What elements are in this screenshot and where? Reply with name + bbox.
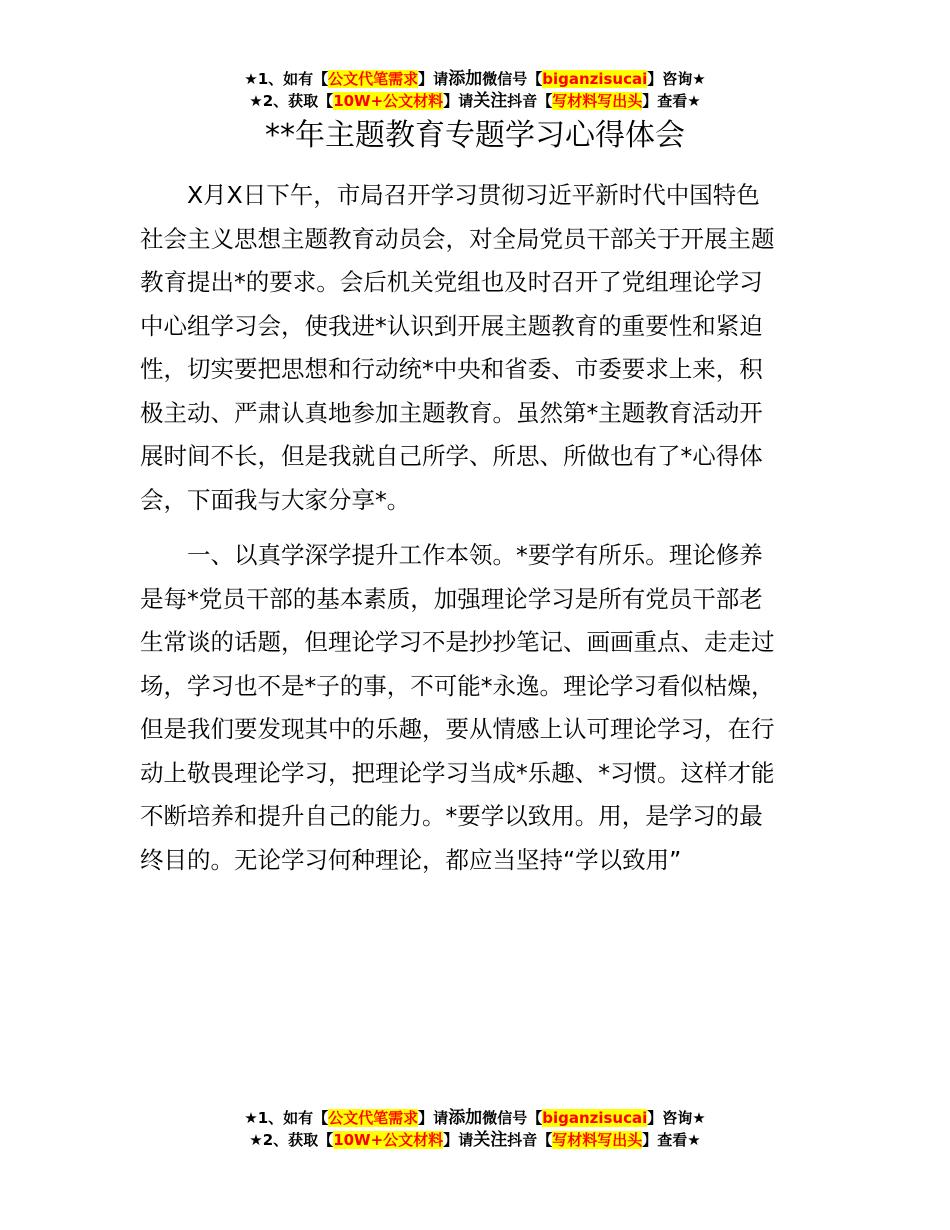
text-line: 展时间不长，但是我就自己所学、所思、所做也有了*心得体: [140, 442, 763, 470]
banner-text: 】请: [443, 92, 474, 110]
paragraph-spacer: [140, 522, 820, 534]
text-line: 中心组学习会，使我进*认识到开展主题教育的重要性和紧迫: [140, 311, 763, 340]
banner-text: ★1、如有【: [244, 1109, 329, 1127]
banner-text: 微信号【: [482, 70, 543, 88]
banner-line-1: [0, 68, 950, 90]
banner-text: 添加: [448, 1108, 483, 1128]
banner-text: 关注: [473, 1130, 508, 1150]
banner-text: ★2、获取【: [249, 92, 334, 110]
highlight-materials: 10W+公文材料: [333, 1131, 444, 1149]
footer-banner: [0, 1107, 950, 1151]
text-line: 动上敬畏理论学习，把理论学习当成*乐趣、*习惯。这样才能: [140, 758, 775, 787]
text-line: 场，学习也不是*子的事，不可能*永逸。理论学习看似枯燥，: [140, 671, 775, 700]
banner-text: 】请: [443, 1131, 474, 1149]
text-line: 极主动、严肃认真地参加主题教育。虽然第*主题教育活动开: [140, 398, 763, 427]
banner-line-2: [0, 1129, 950, 1151]
banner-text: 】请: [418, 70, 449, 88]
text-line: 终目的。无论学习何种理论，都应当坚持“学以致用”: [140, 845, 682, 874]
banner-text: 抖音【: [507, 92, 553, 110]
banner-text: 】查看★: [642, 1131, 701, 1149]
text-line: 社会主义思想主题教育动员会，对全局党员干部关于开展主题: [140, 224, 775, 253]
banner-text: 】咨询★: [647, 1109, 706, 1127]
highlight-service: 公文代笔需求: [328, 70, 419, 88]
highlight-douyin-id: 写材料写出头: [552, 1131, 643, 1149]
text-line: 生常谈的话题，但理论学习不是抄抄笔记、画画重点、走走过: [140, 628, 775, 656]
paragraph-2: [140, 534, 820, 882]
text-line: 一、以真学深学提升工作本领。*要学有所乐。理论修养: [187, 541, 763, 569]
document-title: **年主题教育专题学习心得体会: [265, 118, 685, 153]
banner-line-1: [0, 1107, 950, 1129]
text-line: 不断培养和提升自己的能力。*要学以致用。用，是学习的最: [140, 802, 763, 830]
banner-text: ★1、如有【: [244, 70, 329, 88]
highlight-douyin-id: 写材料写出头: [552, 92, 643, 110]
highlight-wechat-id: biganzisucai: [542, 1109, 648, 1127]
header-banner: [0, 68, 950, 112]
banner-text: ★2、获取【: [249, 1131, 334, 1149]
highlight-wechat-id: biganzisucai: [542, 70, 648, 88]
highlight-materials: 10W+公文材料: [333, 92, 444, 110]
banner-text: 关注: [473, 91, 508, 111]
banner-text: 抖音【: [507, 1131, 553, 1149]
text-line: X月X日下午，市局召开学习贯彻习近平新时代中国特色: [187, 181, 760, 209]
highlight-service: 公文代笔需求: [328, 1109, 419, 1127]
text-line: 会，下面我与大家分享*。: [140, 485, 411, 514]
text-line: 是每*党员干部的基本素质，加强理论学习是所有党员干部老: [140, 584, 763, 613]
text-line: 教育提出*的要求。会后机关党组也及时召开了党组理论学习: [140, 268, 763, 296]
banner-text: 添加: [448, 69, 483, 89]
paragraph-1: [140, 174, 820, 522]
banner-text: 】咨询★: [647, 70, 706, 88]
document-body: [140, 174, 820, 882]
text-line: 但是我们要发现其中的乐趣，要从情感上认可理论学习，在行: [140, 715, 775, 743]
banner-text: 】请: [418, 1109, 449, 1127]
text-line: 性，切实要把思想和行动统*中央和省委、市委要求上来，积: [140, 355, 763, 383]
banner-text: 微信号【: [482, 1109, 543, 1127]
banner-line-2: [0, 90, 950, 112]
banner-text: 】查看★: [642, 92, 701, 110]
